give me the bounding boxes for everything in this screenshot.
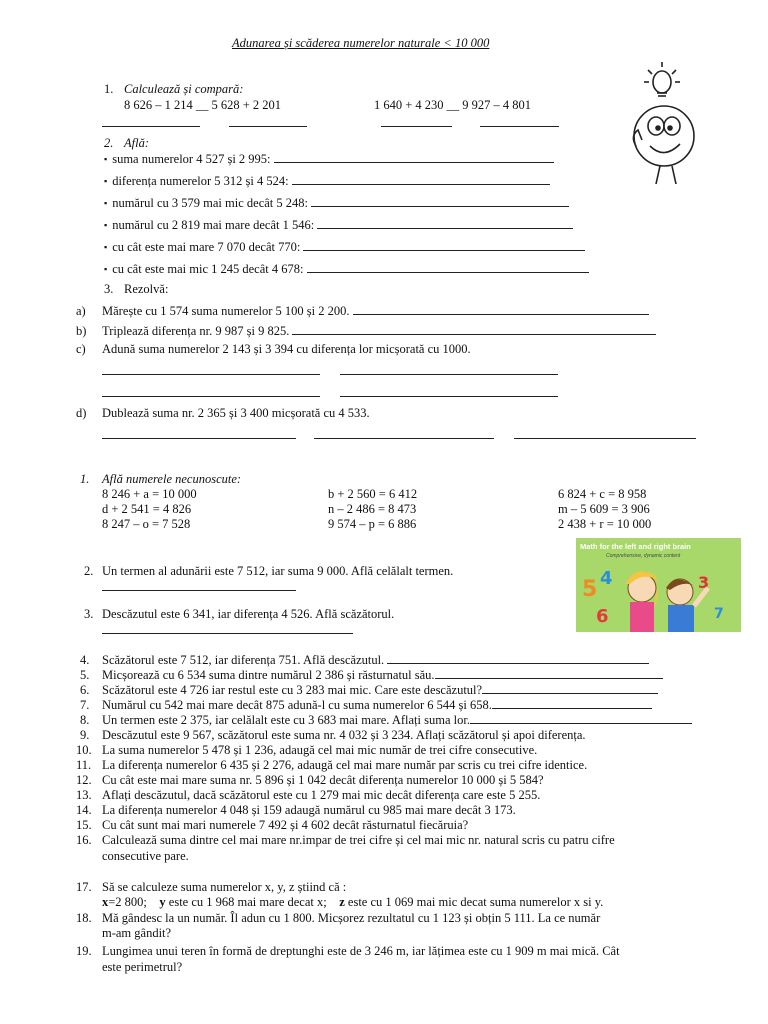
- problem-number: 4.: [80, 653, 90, 667]
- answer-line[interactable]: [514, 438, 696, 439]
- equation: 8 246 + a = 10 000: [102, 487, 197, 501]
- answer-line[interactable]: [102, 590, 296, 591]
- problem-text-continued: m-am gândit?: [102, 926, 172, 940]
- ex3-item-d: Dublează suma nr. 2 365 și 3 400 micșorată cu 4 533.: [102, 406, 370, 420]
- equation: d + 2 541 = 4 826: [102, 502, 192, 516]
- answer-line[interactable]: [102, 374, 320, 375]
- answer-line[interactable]: [303, 240, 585, 251]
- problem-number: 9.: [80, 728, 90, 742]
- answer-line[interactable]: [102, 396, 320, 397]
- ex1-left-compare: 8 626 – 1 214 __ 5 628 + 2 201: [124, 98, 282, 112]
- answer-line[interactable]: [314, 438, 494, 439]
- problem-text: Să se calculeze suma numerelor x, y, z știind că :: [102, 880, 347, 894]
- answer-line[interactable]: [311, 196, 569, 207]
- answer-line[interactable]: [292, 174, 550, 185]
- ex3-letter: b): [76, 324, 87, 338]
- problem-text: Un termen este 2 375, iar celălalt este cu 3 683 mai mare. Aflați suma lor.: [102, 713, 692, 728]
- equation: b + 2 560 = 6 412: [328, 487, 418, 501]
- ex3-letter: a): [76, 304, 86, 318]
- problem-text: La diferența numerelor 6 435 și 2 276, adaugă cel mai mare număr par scris cu trei cifre identice.: [102, 758, 588, 772]
- problem-text: Aflați descăzutul, dacă scăzătorul este cu 1 279 mai mic decât diferența care este 5 255.: [102, 788, 541, 802]
- equation: m – 5 609 = 3 906: [558, 502, 650, 516]
- problem-text: Descăzutul este 6 341, iar diferența 4 526. Află scăzătorul.: [102, 607, 395, 621]
- ex1-number: 1.: [104, 82, 114, 96]
- problem-text: La suma numerelor 5 478 și 1 236, adaugă cel mai mic număr de trei cifre consecutive.: [102, 743, 538, 757]
- answer-line[interactable]: [340, 396, 558, 397]
- equation: n – 2 486 = 8 473: [328, 502, 417, 516]
- ex2-item: ▪ suma numerelor 4 527 și 2 995:: [104, 152, 554, 167]
- ex3-item-b: Triplează diferența nr. 9 987 și 9 825.: [102, 324, 656, 339]
- svg-text:4: 4: [600, 568, 613, 589]
- problem-number: 11.: [76, 758, 92, 772]
- ex1-right-compare: 1 640 + 4 230 __ 9 927 – 4 801: [374, 98, 532, 112]
- problem-text-continued: consecutive pare.: [102, 849, 189, 863]
- equation: 9 574 – p = 6 886: [328, 517, 417, 531]
- math-brain-illustration: [576, 538, 741, 632]
- illustration-subtitle: Comprehensive, dynamic content: [606, 553, 681, 559]
- ex2-item: ▪ cu cât este mai mic 1 245 decât 4 678:: [104, 262, 589, 277]
- ex1-label: Calculează și compară:: [124, 82, 244, 96]
- answer-line[interactable]: [492, 698, 652, 709]
- problem-number: 12.: [76, 773, 92, 787]
- answer-line[interactable]: [435, 668, 663, 679]
- problem-number: 13.: [76, 788, 92, 802]
- problem-text: Scăzătorul este 4 726 iar restul este cu 3 283 mai mic. Care este descăzutul?: [102, 683, 658, 698]
- problem-text: Cu cât sunt mai mari numerele 7 492 și 4 602 decât răsturnatul fiecăruia?: [102, 818, 469, 832]
- ex2-label: Află:: [124, 136, 149, 150]
- svg-text:3: 3: [698, 573, 710, 592]
- problem-text: Calculează suma dintre cel mai mare nr.impar de trei cifre și cel mai mic nr. natural scris cu patru cifre: [102, 833, 615, 847]
- ex3-letter: d): [76, 406, 87, 420]
- problem-number: 17.: [76, 880, 92, 894]
- ex2-number: 2.: [104, 136, 114, 150]
- answer-line[interactable]: [317, 218, 573, 229]
- answer-line[interactable]: [482, 683, 658, 694]
- svg-text:6: 6: [596, 606, 609, 627]
- problem-number: 7.: [80, 698, 90, 712]
- ex2-item: ▪ diferența numerelor 5 312 și 4 524:: [104, 174, 550, 189]
- ex3-item-a: Mărește cu 1 574 suma numerelor 5 100 și 2 200.: [102, 304, 649, 319]
- problem-number: 15.: [76, 818, 92, 832]
- answer-line[interactable]: [274, 152, 554, 163]
- answer-line[interactable]: [470, 713, 692, 724]
- answer-line[interactable]: [387, 653, 649, 664]
- problem-text: Lungimea unui teren în formă de dreptunghi este de 3 246 m, iar lățimea este cu 1 909 m mai mică. Cât: [102, 944, 620, 958]
- problem-number: 16.: [76, 833, 92, 847]
- answer-line[interactable]: [292, 324, 656, 335]
- ex2-item: ▪ numărul cu 2 819 mai mare decât 1 546:: [104, 218, 573, 233]
- answer-line[interactable]: [381, 126, 452, 127]
- answer-line[interactable]: [340, 374, 558, 375]
- svg-text:7: 7: [714, 606, 724, 622]
- page-title: Adunarea și scăderea numerelor naturale < 10 000: [232, 36, 490, 50]
- equation: 6 824 + c = 8 958: [558, 487, 647, 501]
- problem-text: Cu cât este mai mare suma nr. 5 896 și 1 042 decât diferența numerelor 10 000 și 5 584?: [102, 773, 544, 787]
- problem-text: Un termen al adunării este 7 512, iar suma 9 000. Află celălalt termen.: [102, 564, 454, 578]
- answer-line[interactable]: [102, 126, 200, 127]
- problem-number: 19.: [76, 944, 92, 958]
- unknowns-label: Află numerele necunoscute:: [102, 472, 242, 486]
- ex3-label: Rezolvă:: [124, 282, 169, 296]
- problem-number: 3.: [84, 607, 94, 621]
- ex2-item: ▪ numărul cu 3 579 mai mic decât 5 248:: [104, 196, 569, 211]
- problem-number: 18.: [76, 911, 92, 925]
- problem-17-conditions: x=2 800; y este cu 1 968 mai mare decat x; z este cu 1 069 mai mic decat suma numerelor x si y.: [102, 895, 604, 909]
- ex2-item: ▪ cu cât este mai mare 7 070 decât 770:: [104, 240, 585, 255]
- problem-text: Descăzutul este 9 567, scăzătorul este suma nr. 4 032 și 3 234. Aflați scăzătorul și apoi diferența.: [102, 728, 586, 742]
- answer-line[interactable]: [229, 126, 307, 127]
- answer-line[interactable]: [307, 262, 589, 273]
- problem-number: 10.: [76, 743, 92, 757]
- thinking-character-illustration: [626, 60, 698, 190]
- ex3-number: 3.: [104, 282, 114, 296]
- problem-text: La diferența numerelor 4 048 și 159 adaugă numărul cu 985 mai mare decât 3 173.: [102, 803, 516, 817]
- problem-text: Numărul cu 542 mai mare decât 875 adună-l cu suma numerelor 6 544 și 658.: [102, 698, 652, 713]
- answer-line[interactable]: [102, 438, 296, 439]
- ex3-letter: c): [76, 342, 86, 356]
- problem-number: 14.: [76, 803, 92, 817]
- equation: 2 438 + r = 10 000: [558, 517, 652, 531]
- problem-number: 6.: [80, 683, 90, 697]
- unknowns-number: 1.: [80, 472, 90, 486]
- problem-number: 5.: [80, 668, 90, 682]
- equation: 8 247 – o = 7 528: [102, 517, 191, 531]
- svg-text:5: 5: [582, 577, 598, 602]
- answer-line[interactable]: [102, 633, 353, 634]
- answer-line[interactable]: [353, 304, 649, 315]
- ex3-item-c: Adună suma numerelor 2 143 și 3 394 cu diferența lor micșorată cu 1000.: [102, 342, 471, 356]
- illustration-banner: Math for the left and right brain: [580, 542, 691, 551]
- answer-line[interactable]: [480, 126, 559, 127]
- problem-text: Scăzătorul este 7 512, iar diferența 751. Află descăzutul.: [102, 653, 649, 668]
- kids-numbers-icon: [576, 558, 741, 632]
- problem-number: 2.: [84, 564, 94, 578]
- problem-number: 8.: [80, 713, 90, 727]
- problem-text: Micșorează cu 6 534 suma dintre numărul 2 386 și răsturnatul său.: [102, 668, 663, 683]
- problem-text-continued: este perimetrul?: [102, 960, 183, 974]
- problem-text: Mă gândesc la un număr. Îl adun cu 1 800. Micșorez rezultatul cu 1 123 și obțin 5 111. La ce număr: [102, 911, 601, 925]
